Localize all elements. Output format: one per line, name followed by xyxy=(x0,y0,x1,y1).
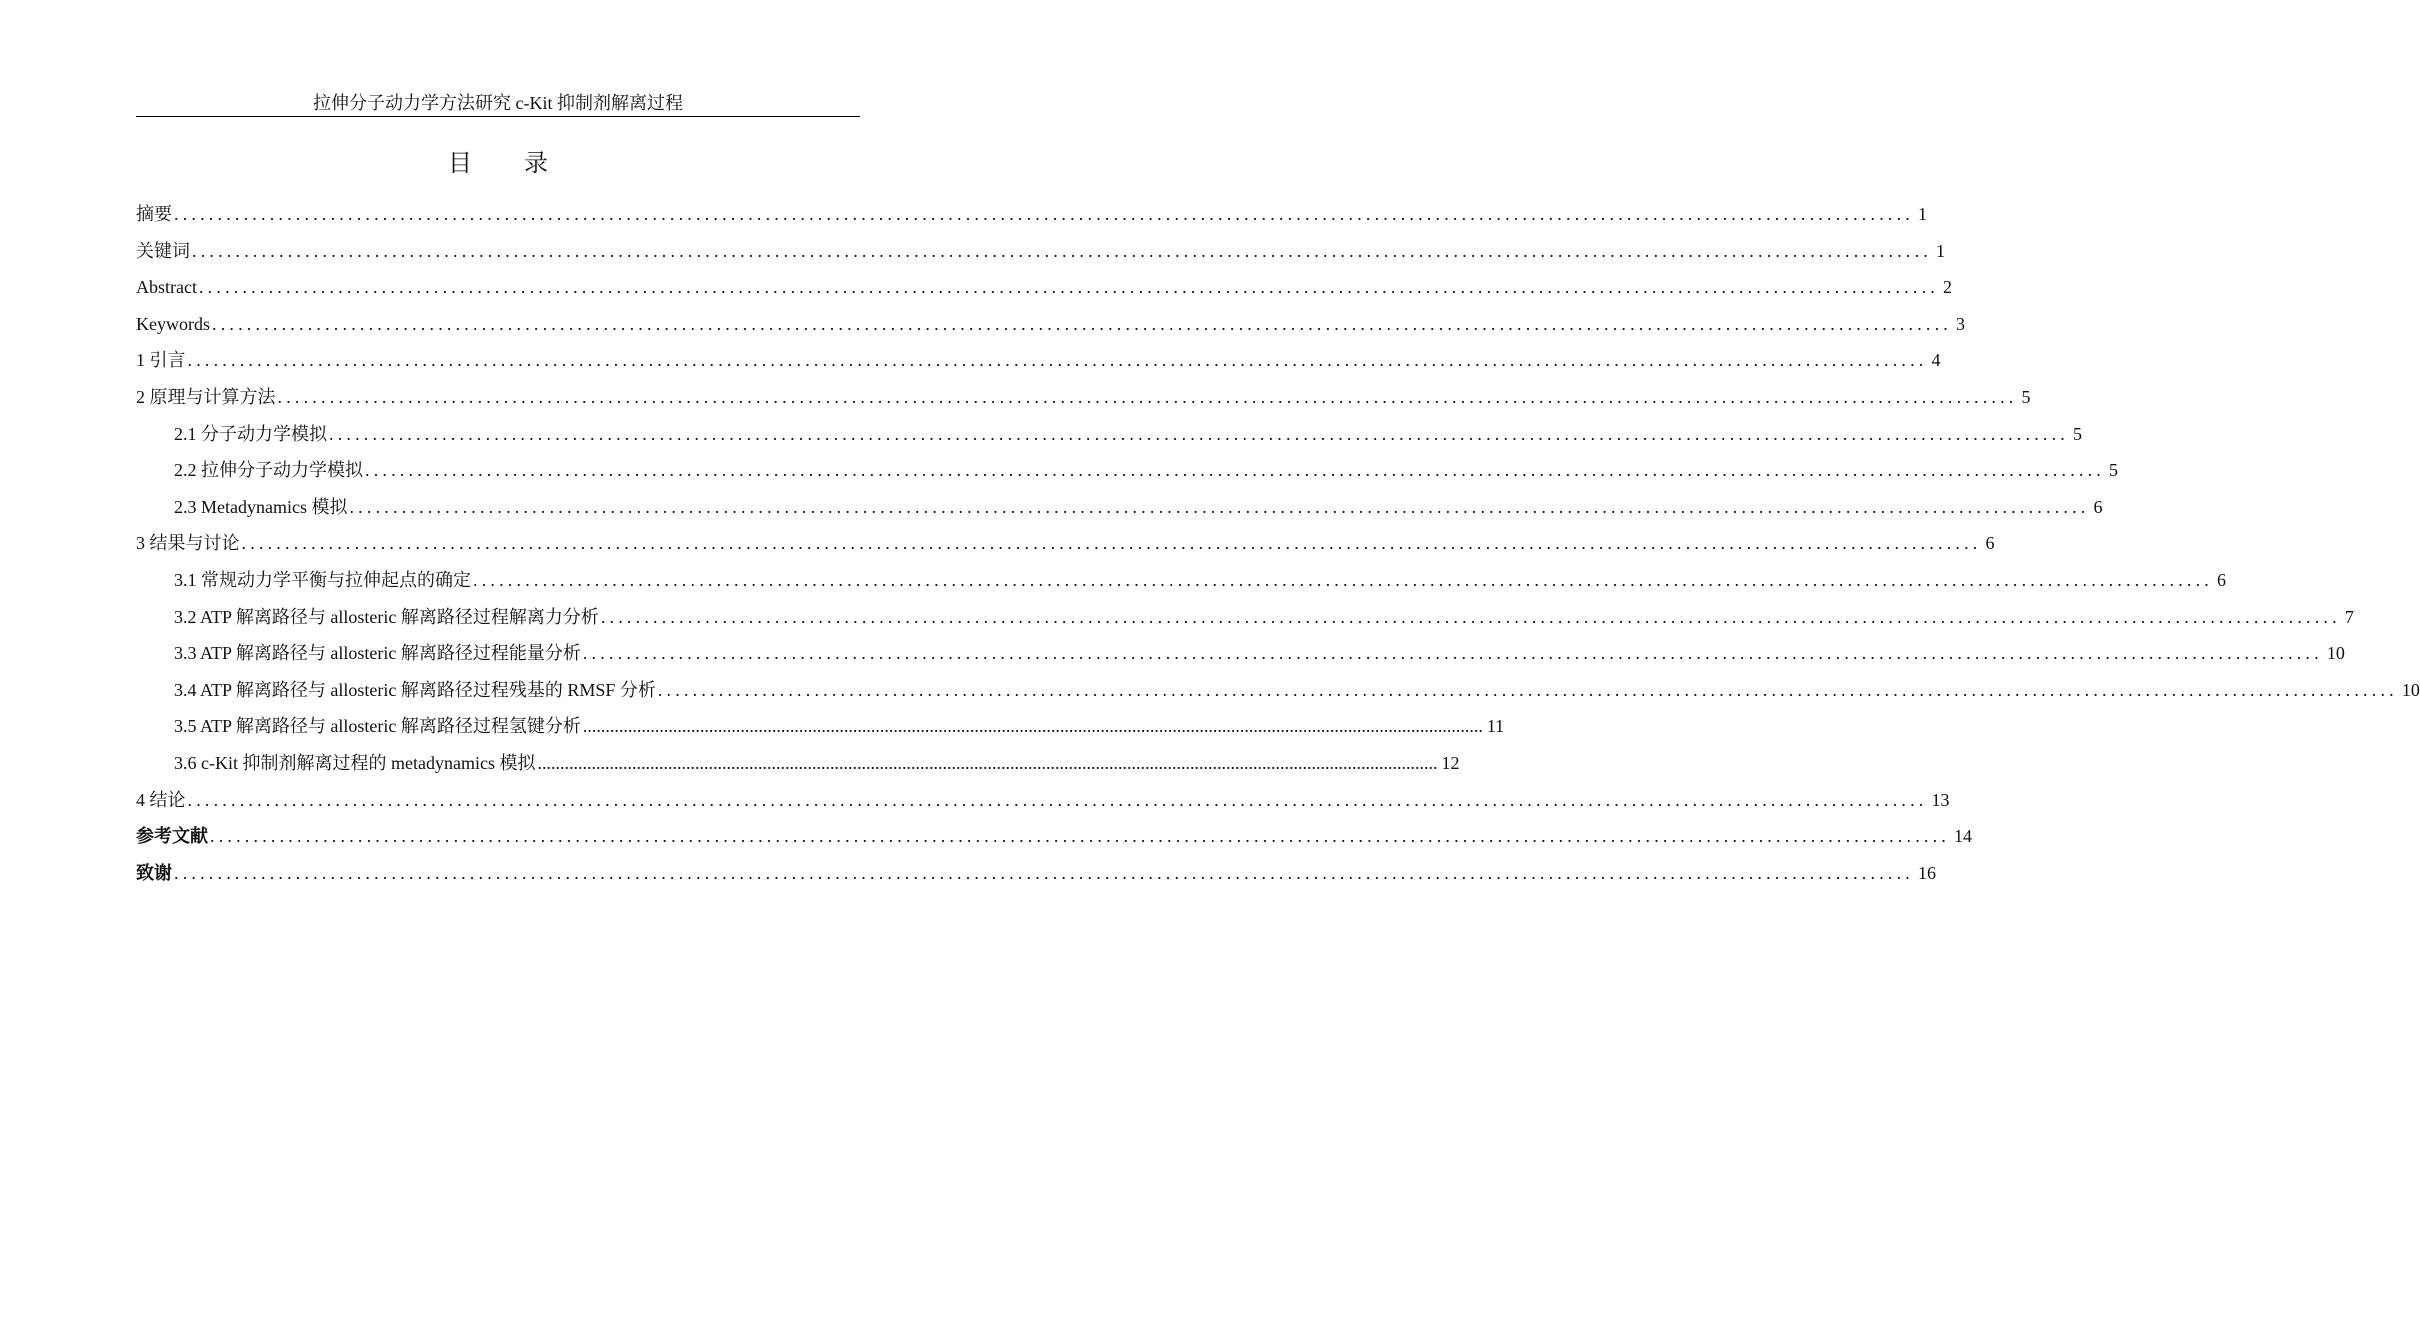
toc-entry-page: 4 xyxy=(1931,350,1941,371)
toc-entry-page: 7 xyxy=(2344,606,2354,627)
dot-leader: ........................................................................................................................................................................................................ xyxy=(212,313,1952,334)
toc-entry-2-2[interactable] xyxy=(136,452,2118,489)
toc-entry-label: Abstract xyxy=(136,277,197,298)
toc-entry-methods[interactable] xyxy=(136,379,2031,416)
toc-entry-abstract-cn[interactable] xyxy=(136,196,1927,233)
toc-entry-page: 6 xyxy=(1985,533,1995,554)
toc-entry-3-6[interactable] xyxy=(136,745,1460,782)
toc-entry-label: 3.1 常规动力学平衡与拉伸起点的确定 xyxy=(174,569,471,590)
toc-entry-label: 2.2 拉伸分子动力学模拟 xyxy=(174,460,363,481)
toc-entry-label: 3.4 ATP 解离路径与 allosteric 解离路径过程残基的 RMSF 分析 xyxy=(174,679,656,700)
table-of-contents xyxy=(136,196,2420,891)
toc-entry-2-1[interactable] xyxy=(136,416,2082,453)
toc-title xyxy=(136,148,860,178)
dot-leader: ........................................................................................................................................................................................................ xyxy=(187,789,1928,810)
toc-entry-results[interactable] xyxy=(136,525,1995,562)
toc-entry-label: 1 引言 xyxy=(136,350,186,371)
dot-leader: ........................................................................................................................................................................................................ xyxy=(198,277,1939,298)
dot-leader: ........................................................................................................................................................................................................ xyxy=(349,496,2090,517)
toc-entry-label: 摘要 xyxy=(136,204,172,224)
dot-leader: ........................................................................................................................................................................................................ xyxy=(187,350,1928,371)
toc-entry-page: 10 xyxy=(2401,679,2420,700)
toc-title-char-1: 目 xyxy=(448,149,472,177)
toc-entry-label: 4 结论 xyxy=(136,789,186,810)
toc-entry-page: 2 xyxy=(1942,277,1952,298)
toc-entry-introduction[interactable] xyxy=(136,342,1941,379)
toc-entry-page: 10 xyxy=(2326,643,2345,664)
dot-leader: ........................................................................................................................................................................................................ xyxy=(192,240,1932,261)
toc-entry-page: 14 xyxy=(1954,826,1972,847)
dot-leader: ........................................................................................................................................................................................................ xyxy=(582,716,1483,737)
toc-entry-page: 11 xyxy=(1486,716,1505,737)
toc-entry-3-1[interactable] xyxy=(136,562,2226,599)
dot-leader: ........................................................................................................................................................................................................ xyxy=(329,423,2069,444)
toc-entry-label: 参考文献 xyxy=(136,826,208,847)
toc-entry-acknowledgements[interactable] xyxy=(136,855,1936,892)
toc-entry-abstract[interactable] xyxy=(136,269,1952,306)
running-header: 拉伸分子动力学方法研究 c-Kit 抑制剂解离过程 xyxy=(136,90,860,117)
dot-leader: ........................................................................................................................................................................................................ xyxy=(174,204,1914,224)
toc-entry-keywords[interactable] xyxy=(136,306,1965,343)
toc-entry-page: 1 xyxy=(1936,240,1945,261)
toc-entry-page: 5 xyxy=(2109,460,2118,481)
dot-leader: ........................................................................................................................................................................................................ xyxy=(210,826,1950,847)
dot-leader: ........................................................................................................................................................................................................ xyxy=(657,679,2398,700)
toc-entry-page: 6 xyxy=(2217,569,2226,590)
toc-title-char-2: 录 xyxy=(524,149,548,177)
toc-entry-label: 3.2 ATP 解离路径与 allosteric 解离路径过程解离力分析 xyxy=(174,606,599,627)
toc-entry-page: 1 xyxy=(1918,204,1927,224)
toc-entry-label: 3.5 ATP 解离路径与 allosteric 解离路径过程氢键分析 xyxy=(174,716,581,737)
dot-leader: ........................................................................................................................................................................................................ xyxy=(241,533,1982,554)
toc-entry-3-3[interactable] xyxy=(136,635,2345,672)
toc-entry-3-5[interactable] xyxy=(136,708,1505,745)
toc-entry-label: 2.1 分子动力学模拟 xyxy=(174,423,327,444)
toc-entry-page: 13 xyxy=(1931,789,1950,810)
toc-entry-label: 3 结果与讨论 xyxy=(136,533,240,554)
toc-entry-page: 5 xyxy=(2021,386,2031,407)
toc-entry-label: 3.6 c-Kit 抑制剂解离过程的 metadynamics 模拟 xyxy=(174,752,536,773)
toc-entry-page: 3 xyxy=(1956,313,1965,334)
dot-leader: ........................................................................................................................................................................................................ xyxy=(365,460,2105,481)
toc-entry-page: 6 xyxy=(2093,496,2103,517)
toc-entry-label: 2.3 Metadynamics 模拟 xyxy=(174,496,348,517)
toc-entry-label: 致谢 xyxy=(136,862,172,883)
toc-entry-page: 16 xyxy=(1918,862,1936,883)
dot-leader: ........................................................................................................................................................................................................ xyxy=(473,569,2213,590)
toc-entry-keywords-cn[interactable] xyxy=(136,233,1945,270)
toc-entry-label: 关键词 xyxy=(136,240,190,261)
toc-entry-3-4[interactable] xyxy=(136,672,2420,709)
toc-entry-page: 5 xyxy=(2073,423,2082,444)
dot-leader: ........................................................................................................................................................................................................ xyxy=(582,643,2323,664)
toc-entry-3-2[interactable] xyxy=(136,599,2354,636)
dot-leader: ........................................................................................................................................................................................................ xyxy=(537,752,1438,773)
toc-entry-references[interactable] xyxy=(136,818,1972,855)
dot-leader: ........................................................................................................................................................................................................ xyxy=(174,862,1914,883)
dot-leader: ........................................................................................................................................................................................................ xyxy=(600,606,2341,627)
dot-leader: ........................................................................................................................................................................................................ xyxy=(277,386,2018,407)
toc-entry-label: 2 原理与计算方法 xyxy=(136,386,276,407)
toc-entry-2-3[interactable] xyxy=(136,489,2103,526)
toc-entry-page: 12 xyxy=(1441,752,1460,773)
toc-entry-conclusion[interactable] xyxy=(136,782,1950,819)
toc-entry-label: 3.3 ATP 解离路径与 allosteric 解离路径过程能量分析 xyxy=(174,643,581,664)
toc-entry-label: Keywords xyxy=(136,313,210,334)
